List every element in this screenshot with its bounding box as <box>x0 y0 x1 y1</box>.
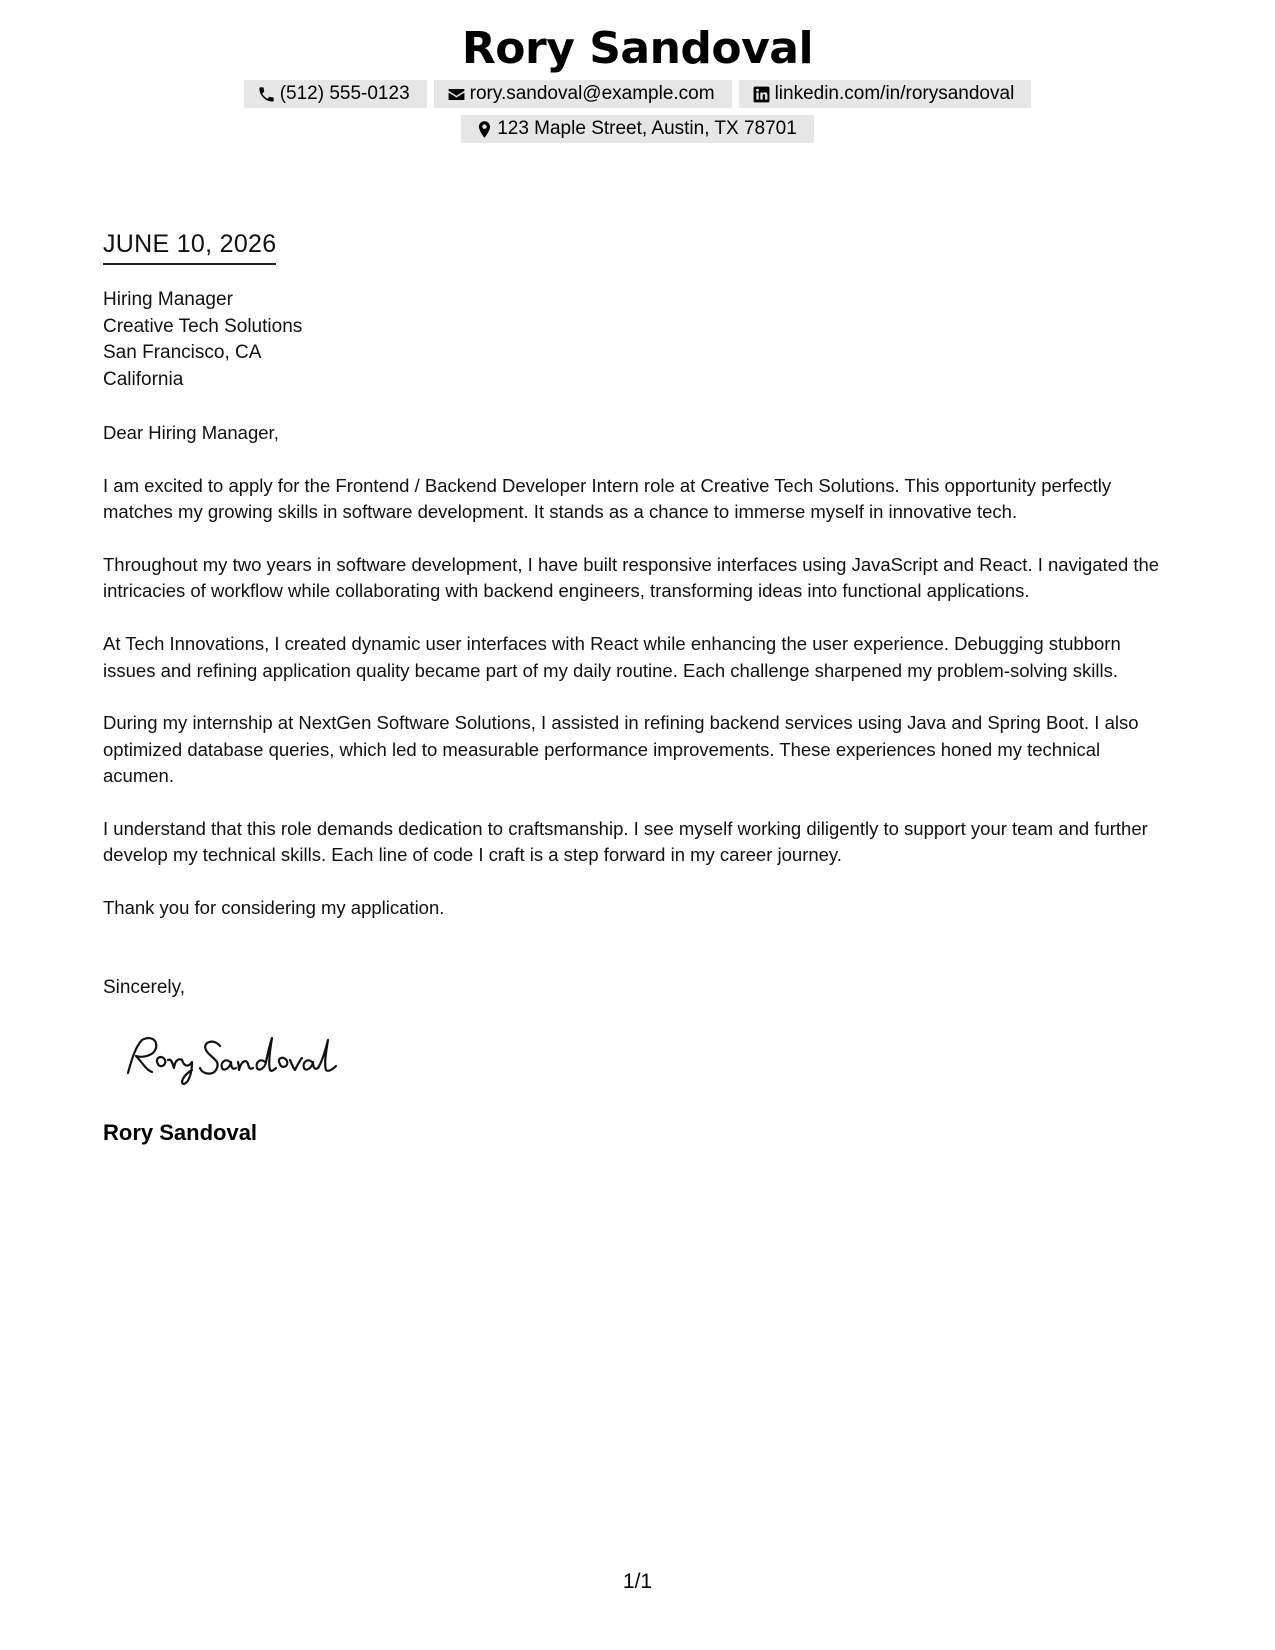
signer-name: Rory Sandoval <box>103 1120 258 1145</box>
recipient-line: San Francisco, CA <box>103 342 262 363</box>
email-chip <box>434 80 732 108</box>
closing: Sincerely, <box>103 977 186 998</box>
linkedin-chip <box>739 80 1032 108</box>
body-paragraph: Throughout my two years in software development, I have built responsive interfaces using JavaScript and React. I navigated the intricacies of workflow while collaborating with backend engineers, transforming ideas into functional applications. <box>103 554 1160 602</box>
applicant-name: Rory Sandoval <box>461 23 814 74</box>
address-chip <box>461 115 814 143</box>
body-paragraph: I understand that this role demands dedication to craftsmanship. I see myself working diligently to support your team and further develop my technical skills. Each line of code I craft is a step forward in my career journey. <box>103 818 1148 866</box>
phone-chip <box>244 80 427 108</box>
salutation: Dear Hiring Manager, <box>103 422 279 443</box>
recipient-line: Hiring Manager <box>103 289 233 310</box>
envelope-icon <box>447 84 467 104</box>
letter-date: JUNE 10, 2026 <box>103 228 276 265</box>
phone-text: (512) 555-0123 <box>279 83 410 104</box>
handwritten-signature <box>118 1028 358 1088</box>
recipient-line: Creative Tech Solutions <box>103 315 303 337</box>
contact-row <box>0 80 1275 108</box>
linkedin-icon <box>752 84 772 104</box>
email-text: rory.sandoval@example.com <box>469 83 715 104</box>
address-text: 123 Maple Street, Austin, TX 78701 <box>497 118 797 139</box>
body-paragraph: I am excited to apply for the Frontend / Backend Developer Intern role at Creative Tech Solutions. This opportunity perfectly matches my growing skills in software development. It stands as a chance to immerse myself in innovative tech. <box>103 474 1112 523</box>
body-paragraph: During my internship at NextGen Software Solutions, I assisted in refining backend services using Java and Spring Boot. I also optimized database queries, which led to measurable performance improvements. These experiences honed my technical acumen. <box>103 712 1139 787</box>
body-paragraph: At Tech Innovations, I created dynamic user interfaces with React while enhancing the user experience. Debugging stubborn issues and refining application quality became part of my daily routine. Each challenge sharpened my problem-solving skills. <box>103 633 1121 681</box>
contact-row-address <box>0 115 1275 143</box>
recipient-block <box>103 287 302 393</box>
linkedin-text: linkedin.com/in/rorysandoval <box>774 83 1015 104</box>
map-pin-icon <box>474 119 494 139</box>
body-paragraph: Thank you for considering my application. <box>103 897 445 919</box>
phone-icon <box>257 84 277 104</box>
letter-body <box>103 420 1163 948</box>
recipient-line: California <box>103 368 184 390</box>
page-number: 1/1 <box>622 1570 653 1593</box>
